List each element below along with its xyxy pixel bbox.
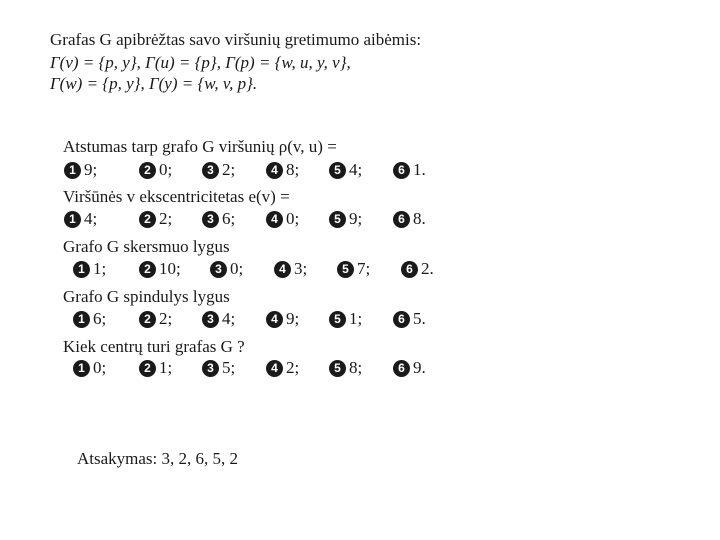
option-number-2: 2 — [139, 162, 156, 179]
option-value-1: 0; — [93, 358, 107, 377]
answer-text: Atsakymas: 3, 2, 6, 5, 2 — [77, 449, 239, 468]
option-value-3: 4; — [222, 309, 236, 328]
option-value-2: 10; — [159, 259, 181, 278]
option-number-2: 2 — [139, 360, 156, 377]
option-5 — [329, 209, 362, 229]
option-3 — [202, 309, 235, 329]
option-number-3: 3 — [202, 162, 219, 179]
option-value-4: 8; — [286, 160, 300, 179]
option-number-1: 1 — [73, 360, 90, 377]
option-value-5: 4; — [349, 160, 363, 179]
option-number-4: 4 — [266, 311, 283, 328]
option-1 — [64, 209, 97, 229]
option-6 — [393, 209, 426, 229]
option-number-2: 2 — [139, 311, 156, 328]
option-number-1: 1 — [73, 261, 90, 278]
option-number-6: 6 — [393, 360, 410, 377]
option-number-1: 1 — [64, 162, 81, 179]
intro-title: Grafas G apibrėžtas savo viršunių gretimumo aibėmis: — [50, 30, 422, 49]
option-value-5: 7; — [357, 259, 371, 278]
option-1 — [73, 259, 106, 279]
option-value-4: 0; — [286, 209, 300, 228]
option-number-6: 6 — [401, 261, 418, 278]
option-value-1: 9; — [84, 160, 98, 179]
option-number-2: 2 — [139, 261, 156, 278]
option-4 — [266, 358, 299, 378]
option-value-1: 4; — [84, 209, 98, 228]
option-value-1: 1; — [93, 259, 107, 278]
option-2 — [139, 309, 172, 329]
option-2 — [139, 358, 172, 378]
option-number-3: 3 — [210, 261, 227, 278]
option-2 — [139, 160, 172, 180]
option-number-4: 4 — [266, 211, 283, 228]
option-number-5: 5 — [337, 261, 354, 278]
option-1 — [64, 160, 97, 180]
option-1 — [73, 309, 106, 329]
option-4 — [266, 209, 299, 229]
option-value-6: 5. — [413, 309, 426, 328]
option-value-2: 2; — [159, 209, 173, 228]
option-value-2: 0; — [159, 160, 173, 179]
option-6 — [393, 160, 426, 180]
option-number-4: 4 — [274, 261, 291, 278]
option-4 — [274, 259, 307, 279]
option-number-2: 2 — [139, 211, 156, 228]
option-number-3: 3 — [202, 311, 219, 328]
option-2 — [139, 259, 181, 279]
option-number-4: 4 — [266, 162, 283, 179]
option-value-3: 6; — [222, 209, 236, 228]
option-value-3: 5; — [222, 358, 236, 377]
question-1-text: Atstumas tarp grafo G viršunių ρ(v, u) = — [63, 137, 337, 156]
option-number-1: 1 — [73, 311, 90, 328]
option-value-4: 2; — [286, 358, 300, 377]
option-value-3: 0; — [230, 259, 244, 278]
option-5 — [337, 259, 370, 279]
option-3 — [202, 358, 235, 378]
option-value-4: 9; — [286, 309, 300, 328]
option-number-6: 6 — [393, 311, 410, 328]
option-4 — [266, 309, 299, 329]
option-value-5: 8; — [349, 358, 363, 377]
option-3 — [202, 160, 235, 180]
option-2 — [139, 209, 172, 229]
option-number-4: 4 — [266, 360, 283, 377]
option-5 — [329, 358, 362, 378]
question-3-text: Grafo G skersmuo lygus — [63, 237, 230, 256]
question-2-text: Viršūnės v ekscentricitetas e(v) = — [63, 187, 290, 206]
option-value-2: 1; — [159, 358, 173, 377]
option-number-3: 3 — [202, 360, 219, 377]
option-5 — [329, 160, 362, 180]
option-value-5: 9; — [349, 209, 363, 228]
option-6 — [401, 259, 434, 279]
option-number-5: 5 — [329, 211, 346, 228]
question-5-text: Kiek centrų turi grafas G ? — [63, 337, 245, 356]
option-value-1: 6; — [93, 309, 107, 328]
option-value-5: 1; — [349, 309, 363, 328]
option-number-5: 5 — [329, 162, 346, 179]
option-value-6: 9. — [413, 358, 426, 377]
option-number-6: 6 — [393, 211, 410, 228]
question-4-text: Grafo G spindulys lygus — [63, 287, 230, 306]
adjacency-line-2: Γ(w) = {p, y}, Γ(y) = {w, v, p}. — [50, 74, 258, 93]
option-6 — [393, 358, 426, 378]
option-value-2: 2; — [159, 309, 173, 328]
adjacency-line-1: Γ(v) = {p, y}, Γ(u) = {p}, Γ(p) = {w, u, y, v}, — [50, 53, 351, 72]
option-number-1: 1 — [64, 211, 81, 228]
option-number-6: 6 — [393, 162, 410, 179]
option-value-6: 8. — [413, 209, 426, 228]
option-value-6: 1. — [413, 160, 426, 179]
option-value-3: 2; — [222, 160, 236, 179]
option-3 — [210, 259, 243, 279]
option-number-5: 5 — [329, 311, 346, 328]
option-number-5: 5 — [329, 360, 346, 377]
option-number-3: 3 — [202, 211, 219, 228]
option-6 — [393, 309, 426, 329]
option-5 — [329, 309, 362, 329]
option-4 — [266, 160, 299, 180]
option-value-4: 3; — [294, 259, 308, 278]
option-3 — [202, 209, 235, 229]
option-value-6: 2. — [421, 259, 434, 278]
option-1 — [73, 358, 106, 378]
